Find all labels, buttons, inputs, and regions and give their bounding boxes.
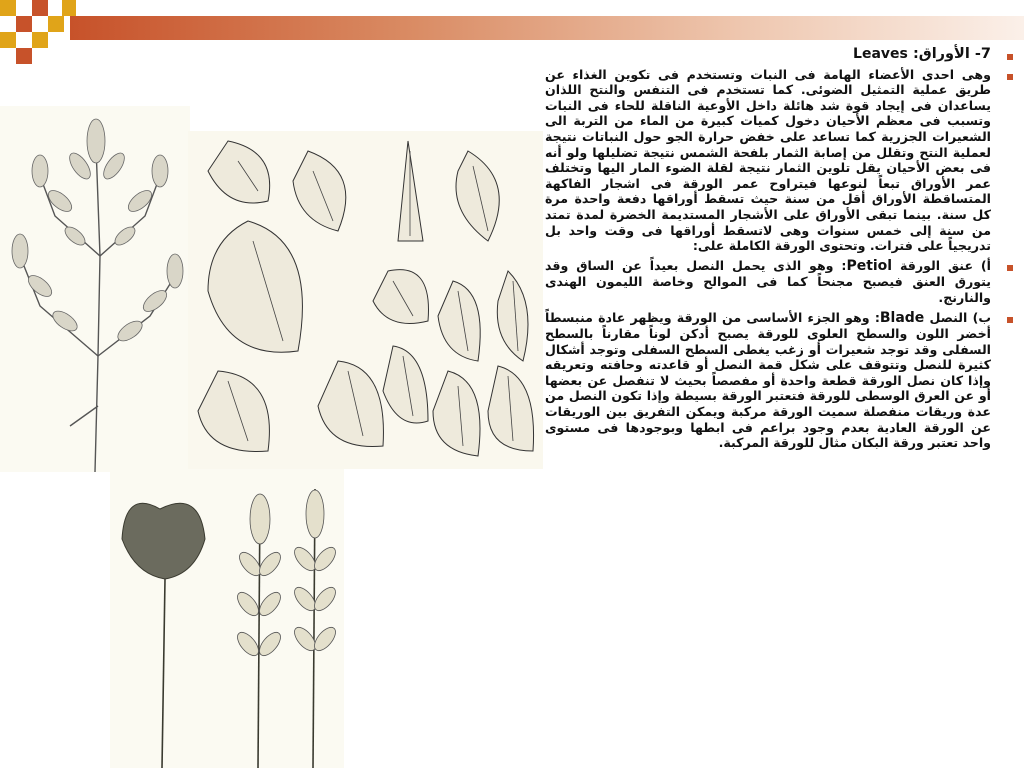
blade-body: : وهو الجزء الأساسى من الورقة ويظهر عادة منبسطاً أخضر اللون والسطح العلوى للورقة يصبح أدكن لوناً مقارناً بالسطح السفلى وقد توجد شعيرات أو زغب يغطى السطح السفلى وتوجد أشكال كثيرة للنصل وتتوقف على شكل قمة النصل أو قاعدته وحافته وتعريقه وإذا كان نصل الورقة قطعة واحدة أو مفصصاً بحيث لا تنفصل عن بعضها أو عن العرق الوسطى للورقة فتعتبر الورقة بسيطة وإذا تكون النصل من عدة وريقات منفصلة سميت الورقة مركبة ويمكن التفريق بين الوريقات عن الورقة العادية بعدم وجود براعم فى ابطها وبوجودها فى مستوى واحد تعتبر ورقة البكان مثال للورقة المركبة. [545, 309, 991, 451]
petiole-body: : وهو الذى يحمل النصل بعيداً عن الساق وقد يتورق العنق فيصبح مجنحاً كما فى الموالح وخاصة الليمون الهندى والنارنج. [545, 257, 991, 305]
deco-square [32, 0, 48, 16]
bullet-marker [1007, 265, 1013, 271]
intro-text: وهى احدى الأعضاء الهامة فى النبات وتستخدم فى تكوين الغذاء عن طريق عملية التمثيل الضوئى. كما تستخدم فى التنفس والنتح اللذان يساعدان فى إيجاد قوة شد هائلة داخل الأوعية الناقلة للحاء فى النبات وتسبب فى معظم الأحيان دخول كميات كبيرة من الماء من التربة الى الشعيرات الجزرية كما تساعد على خفض حرارة الجو حول النباتات نتيجة لعملية النتح وتقلل من إصابة الثمار بلفحة الشمس نتيجة تضليلها ولو أنه فى بعض الأحيان يقل تلوين الثمار نتيجة لقلة الضوء المار اليها وتختلف عمر الأوراق تبعاً لنوعها فيتراوح عمر الورقة فى اشجار الفاكهة المتساقطة الأوراق أقل من سنة حيث تسقط أوراقها دفعة واحدة مرة كل سنة. بينما تبقى الأوراق على الأشجار المستديمة الخضرة لمدة تمتد من سنة إلى خمس سنوات وهى لاتسقط أوراقها فى وقت واحد بل تدريجياً على فترات. وتحتوى الورقة الكاملة على: [545, 66, 991, 254]
deco-square [32, 32, 48, 48]
petiole-paragraph [545, 258, 991, 306]
heading-number: 7- [974, 46, 991, 62]
heading-arabic: الأوراق: [912, 46, 970, 62]
blade-latin: Blade [879, 309, 925, 326]
bullet-marker [1007, 74, 1013, 80]
bullet-marker [1007, 317, 1013, 323]
compound-leaf-illustration [0, 106, 190, 472]
deco-square [0, 32, 16, 48]
simple-and-compound-leaf-illustration [110, 469, 344, 768]
petiole-prefix: أ) عنق الورقة [900, 257, 992, 273]
deco-square [48, 16, 64, 32]
leaves-text-column [545, 47, 991, 677]
heading-latin: Leaves [853, 46, 908, 62]
header-gradient-bar [70, 16, 1024, 40]
leaves-heading [545, 47, 991, 63]
blade-prefix: ب) النصل [929, 309, 991, 325]
petiole-latin: Petiol [846, 257, 893, 274]
deco-square [16, 48, 32, 64]
deco-square [62, 0, 76, 16]
deco-square [16, 16, 32, 32]
leaves-intro-paragraph [545, 67, 991, 254]
bullet-marker [1007, 54, 1013, 60]
deco-square [0, 0, 16, 16]
blade-paragraph [545, 310, 991, 451]
leaf-shapes-illustration [188, 131, 543, 469]
